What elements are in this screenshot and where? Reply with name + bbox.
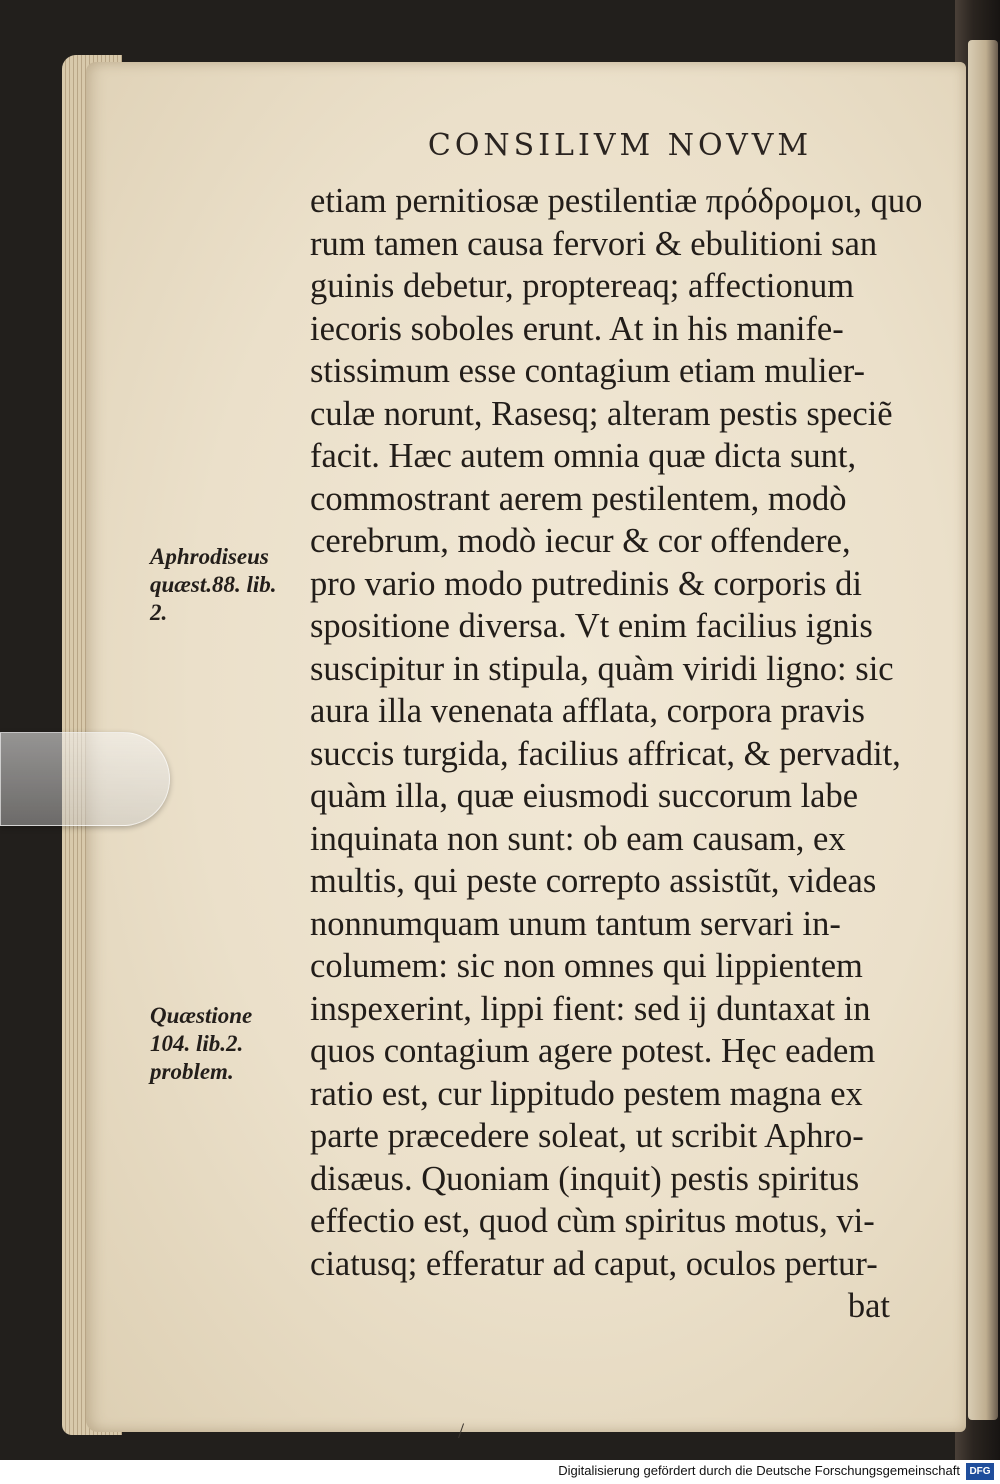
text-line: nonnumquam unum tantum servari in-: [310, 904, 841, 943]
text-line: guinis debetur, proptereaq; affectionum: [310, 267, 855, 305]
text-line: iecoris soboles erunt. At in his manife-: [310, 309, 844, 348]
text-line: etiam pernitiosæ pestilentiæ πρόδρομοι, quo: [310, 182, 923, 220]
text-line: rum tamen causa fervori & ebulitioni san: [310, 224, 878, 263]
margin-note-quaestione: [150, 1002, 252, 1086]
margin-note-line: Aphrodiseus: [150, 544, 269, 569]
margin-note-line: Quæstione: [150, 1003, 253, 1028]
book-spine-strip: [968, 40, 998, 1420]
text-line: multis, qui peste correpto assistũt, videas: [310, 862, 877, 900]
running-header: CONSILIVM NOVVM: [427, 128, 813, 163]
text-line: disæus. Quoniam (inquit) pestis spiritus: [310, 1159, 860, 1198]
catchword: bat: [847, 1287, 890, 1325]
text-line: cerebrum, modò iecur & cor offendere,: [310, 522, 851, 560]
text-line: ciatusq; efferatur ad caput, oculos pertur-: [310, 1244, 878, 1283]
text-line: inspexerint, lippi fient: sed ij duntaxat in: [310, 989, 871, 1028]
margin-note-line: quæst.88. lib.: [150, 572, 277, 597]
margin-note-line: 104. lib.2.: [150, 1031, 244, 1056]
dfg-logo-icon[interactable]: DFG: [966, 1463, 994, 1480]
text-line: stissimum esse contagium etiam mulier-: [310, 352, 866, 390]
text-line: parte præcedere soleat, ut scribit Aphro-: [310, 1117, 864, 1155]
page-mark: /: [458, 1418, 465, 1443]
footer-credit: Digitalisierung gefördert durch die Deutsche Forschungsgemeinschaft: [558, 1463, 960, 1478]
text-line: quos contagium agere potest. Hęc eadem: [310, 1032, 876, 1070]
text-line: quàm illa, quæ eiusmodi succorum labe: [310, 777, 859, 815]
margin-note-line: problem.: [150, 1059, 234, 1084]
margin-note-line: 2.: [150, 600, 168, 625]
text-line: facit. Hæc autem omnia quæ dicta sunt,: [310, 437, 857, 475]
page-clip: [0, 732, 170, 826]
text-line: effectio est, quod cùm spiritus motus, vi-: [310, 1202, 875, 1240]
margin-note-aphrodiseus: [150, 543, 277, 627]
text-line: columem: sic non omnes qui lippientem: [310, 947, 863, 985]
text-line: ratio est, cur lippitudo pestem magna ex: [310, 1074, 863, 1113]
text-line: culæ norunt, Rasesq; alteram pestis speciẽ: [310, 394, 893, 433]
text-line: commostrant aerem pestilentem, modò: [310, 479, 847, 518]
body-text: [310, 180, 950, 1328]
text-line: succis turgida, facilius affricat, & pervadit,: [310, 734, 901, 773]
text-line: pro vario modo putredinis & corporis di: [310, 564, 862, 603]
text-line: spositione diversa. Vt enim facilius ignis: [310, 607, 873, 645]
text-line: aura illa venenata afflata, corpora pravis: [310, 692, 865, 730]
digitization-footer: [0, 1460, 1000, 1484]
text-line: suscipitur in stipula, quàm viridi ligno: sic: [310, 649, 894, 688]
text-line: inquinata non sunt: ob eam causam, ex: [310, 819, 846, 858]
